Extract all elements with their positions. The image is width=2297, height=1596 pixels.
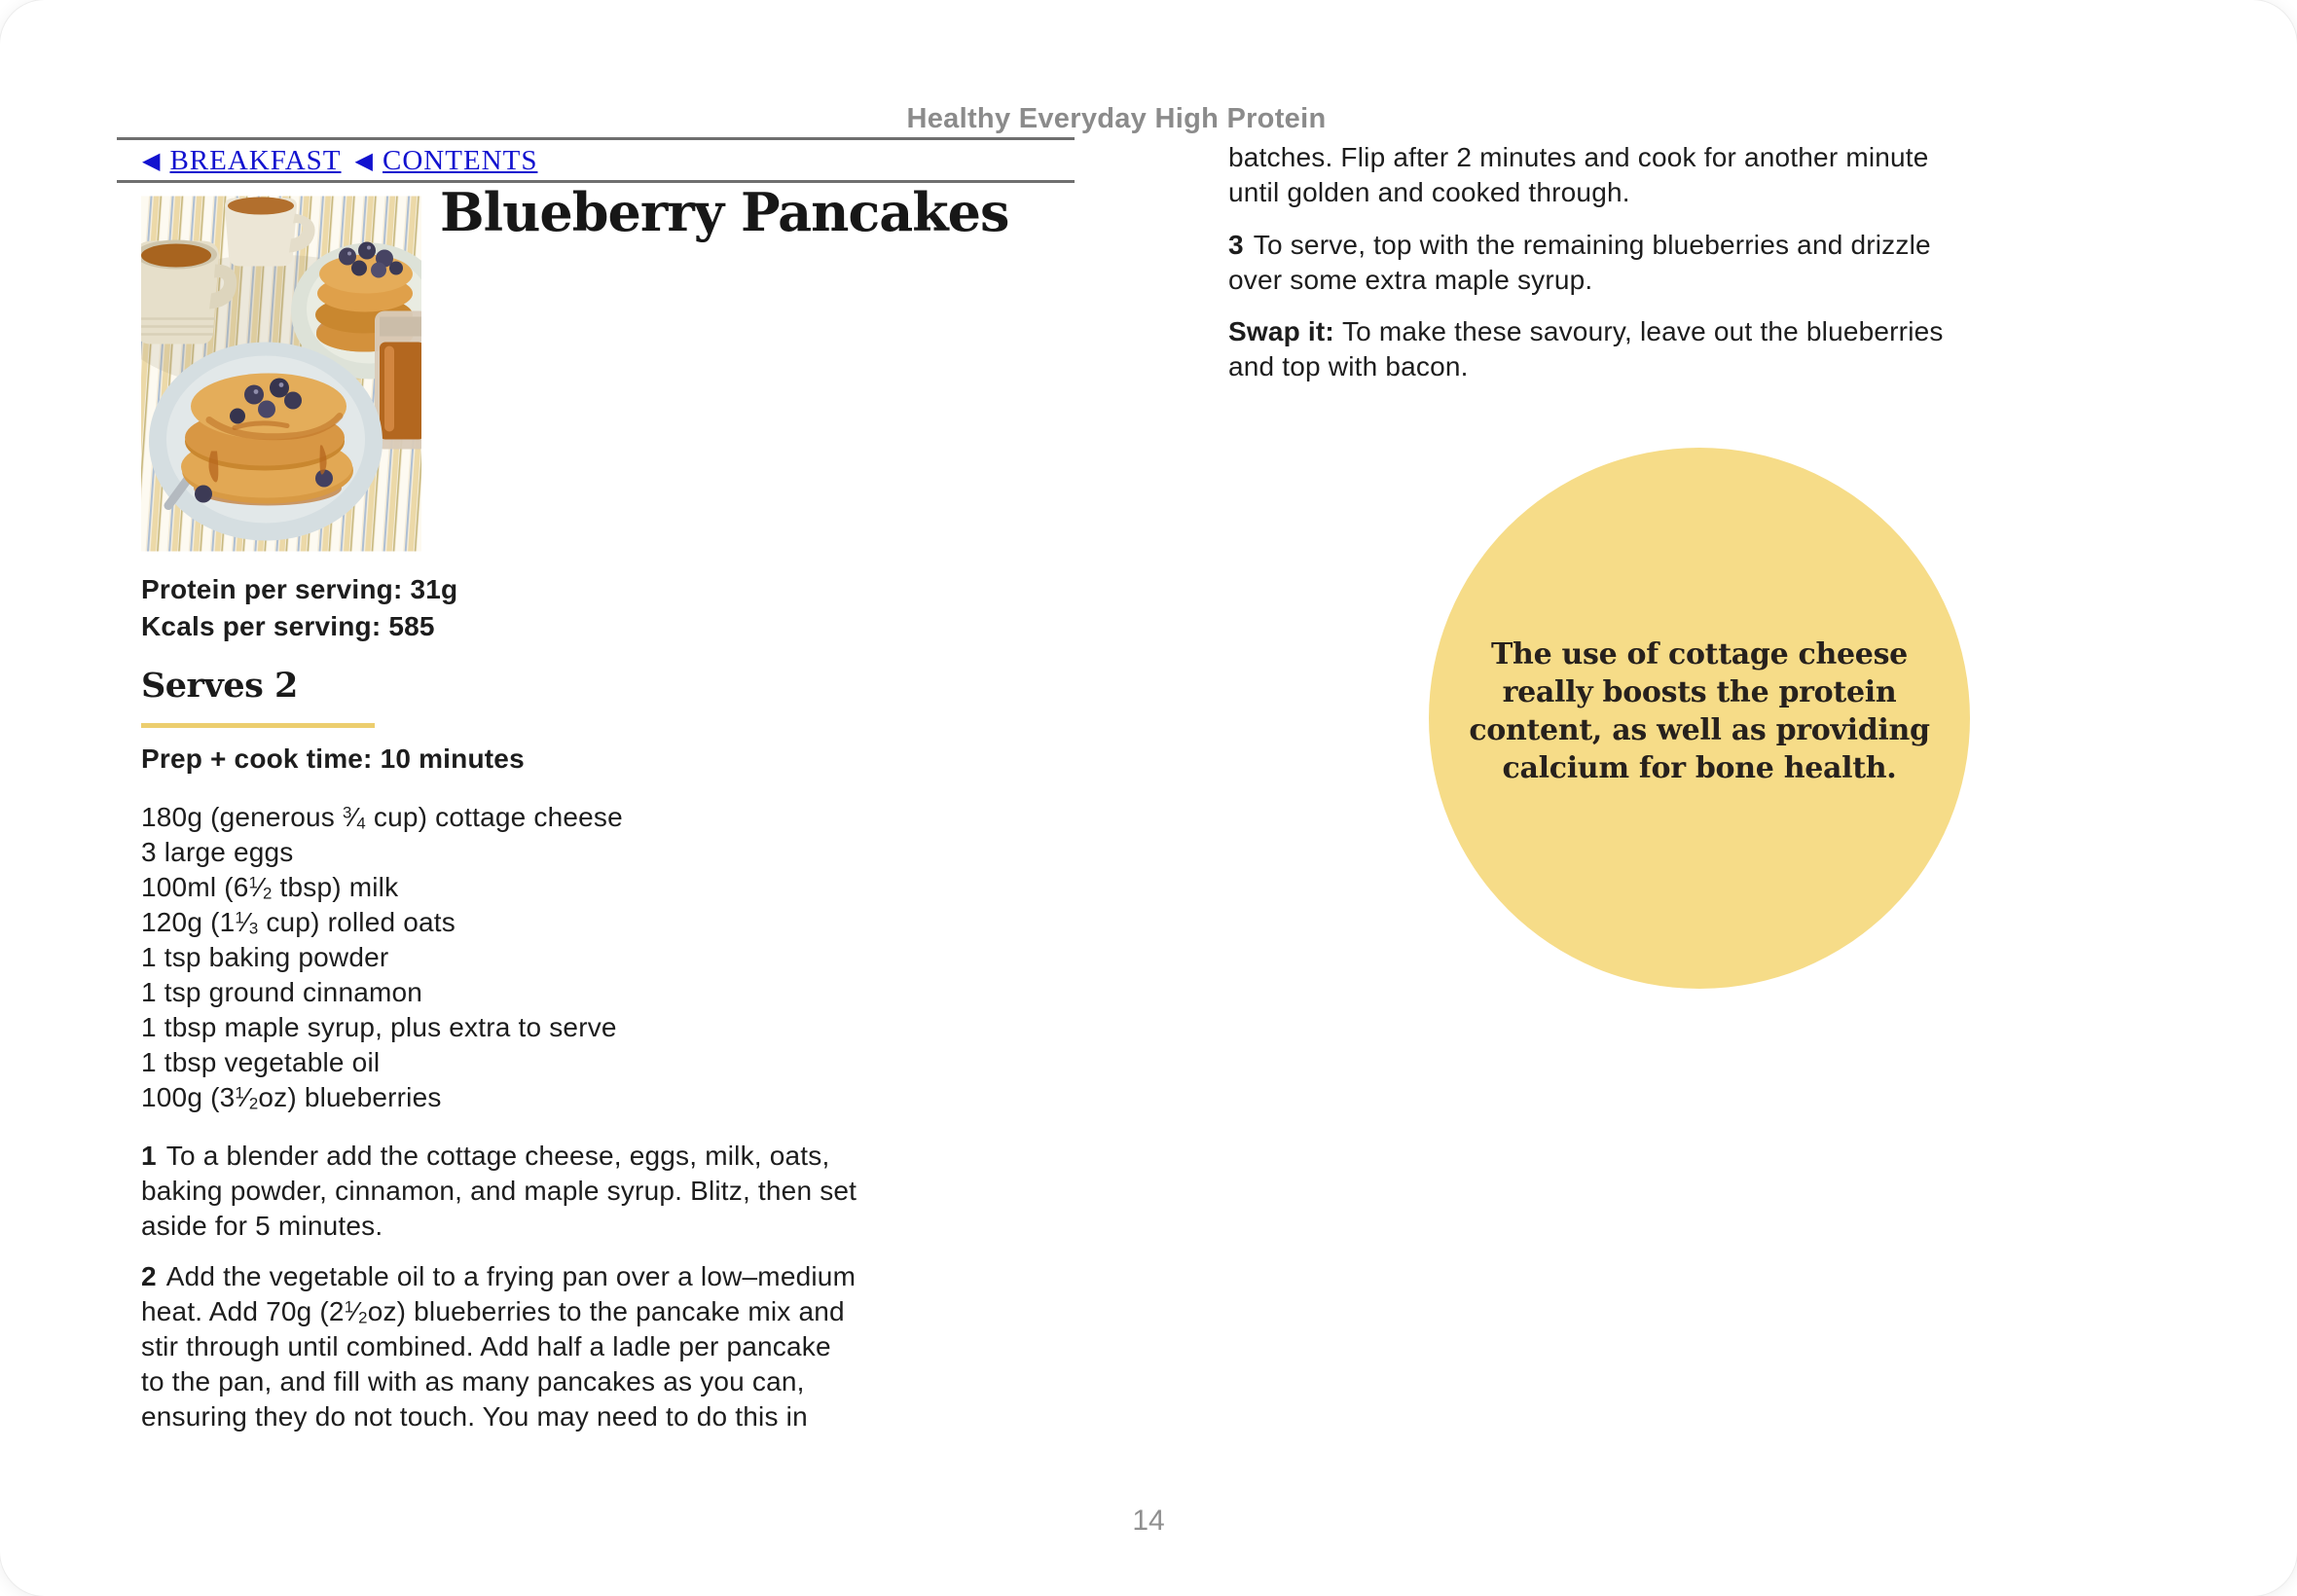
ingredient-item: 120g ($1^1⁄_3$ cup) rolled oats: [141, 907, 456, 938]
step-text-line: To serve, top with the remaining blueberries and drizzle: [1253, 230, 1931, 260]
kcals-per-serving: Kcals per serving: 585: [141, 611, 435, 641]
method-step-2: [141, 1259, 856, 1434]
step-text-line: to the pan, and fill with as many pancakes as you can,: [141, 1366, 805, 1396]
breadcrumb: [142, 145, 537, 177]
nutrition-tip-bubble: [1429, 448, 1970, 989]
method-step-2-continuation: [1228, 140, 1929, 210]
nutrition-tip-text: [1469, 635, 1929, 787]
recipe-title: Blueberry Pancakes: [440, 181, 1009, 243]
contents-link[interactable]: [355, 145, 538, 177]
step-text-line: batches. Flip after 2 minutes and cook for another minute: [1228, 142, 1929, 172]
ingredients-list: [141, 800, 623, 1115]
ingredient-item: 1 tsp baking powder: [141, 942, 389, 972]
swap-text-line: To make these savoury, leave out the blueberries: [1341, 316, 1944, 346]
swap-text-line: and top with bacon.: [1228, 351, 1469, 381]
contents-link-label: CONTENTS: [383, 145, 538, 176]
book-title: Healthy Everyday High Protein: [906, 103, 1327, 134]
serves-heading: Serves 2: [141, 666, 298, 706]
breakfast-link-label: BREAKFAST: [169, 145, 342, 176]
protein-per-serving: Protein per serving: 31g: [141, 574, 458, 604]
breakfast-link[interactable]: [142, 145, 342, 177]
step-text-line: over some extra maple syrup.: [1228, 265, 1593, 295]
step-text-line: Add the vegetable oil to a frying pan over a low–medium: [165, 1261, 857, 1291]
step-text-line: heat. Add 70g $(2^1⁄_2oz)$ blueberries to the pancake mix and: [141, 1296, 845, 1327]
ingredient-item: 100ml ($6^1⁄_2$ tbsp) milk: [141, 872, 399, 903]
ingredient-item: 100g $(3^1⁄_2oz)$ blueberries: [141, 1082, 442, 1113]
back-arrow-icon: ◀: [354, 148, 373, 174]
swap-label: Swap it:: [1228, 316, 1334, 346]
serves-underline: [141, 723, 375, 728]
back-arrow-icon: ◀: [142, 148, 161, 174]
ingredient-item: 3 large eggs: [141, 837, 294, 867]
step-text-line: aside for 5 minutes.: [141, 1211, 383, 1241]
recipe-photo: [141, 196, 421, 552]
step-text-line: stir through until combined. Add half a ladle per pancake: [141, 1331, 831, 1361]
tip-line: calcium for bone health.: [1502, 751, 1897, 785]
swap-tip: [1228, 314, 1944, 384]
tip-line: really boosts the protein: [1502, 675, 1897, 709]
pancakes-photo-illustration: [141, 196, 421, 552]
step-text-line: ensuring they do not touch. You may need to do this in: [141, 1401, 808, 1432]
step-number: 2: [141, 1261, 157, 1291]
step-text-line: baking powder, cinnamon, and maple syrup. Blitz, then set: [141, 1176, 857, 1206]
ingredient-item: 1 tbsp maple syrup, plus extra to serve: [141, 1012, 617, 1042]
tip-line: The use of cottage cheese: [1491, 637, 1908, 671]
ingredient-item: 1 tbsp vegetable oil: [141, 1047, 381, 1077]
step-text-line: To a blender add the cottage cheese, eggs, milk, oats,: [165, 1141, 830, 1171]
page-number: 14: [1132, 1505, 1165, 1537]
ingredient-item: 180g (generous $^3⁄_4$ cup) cottage cheese: [141, 802, 623, 833]
method-step-3: [1228, 228, 1931, 298]
method-step-1: [141, 1139, 857, 1244]
step-text-line: until golden and cooked through.: [1228, 177, 1630, 207]
tip-line: content, as well as providing: [1469, 713, 1930, 747]
ingredient-item: 1 tsp ground cinnamon: [141, 977, 423, 1007]
prep-time: Prep + cook time: 10 minutes: [141, 744, 525, 774]
top-divider: [117, 137, 1075, 140]
step-number: 1: [141, 1141, 157, 1171]
step-number: 3: [1228, 230, 1244, 260]
